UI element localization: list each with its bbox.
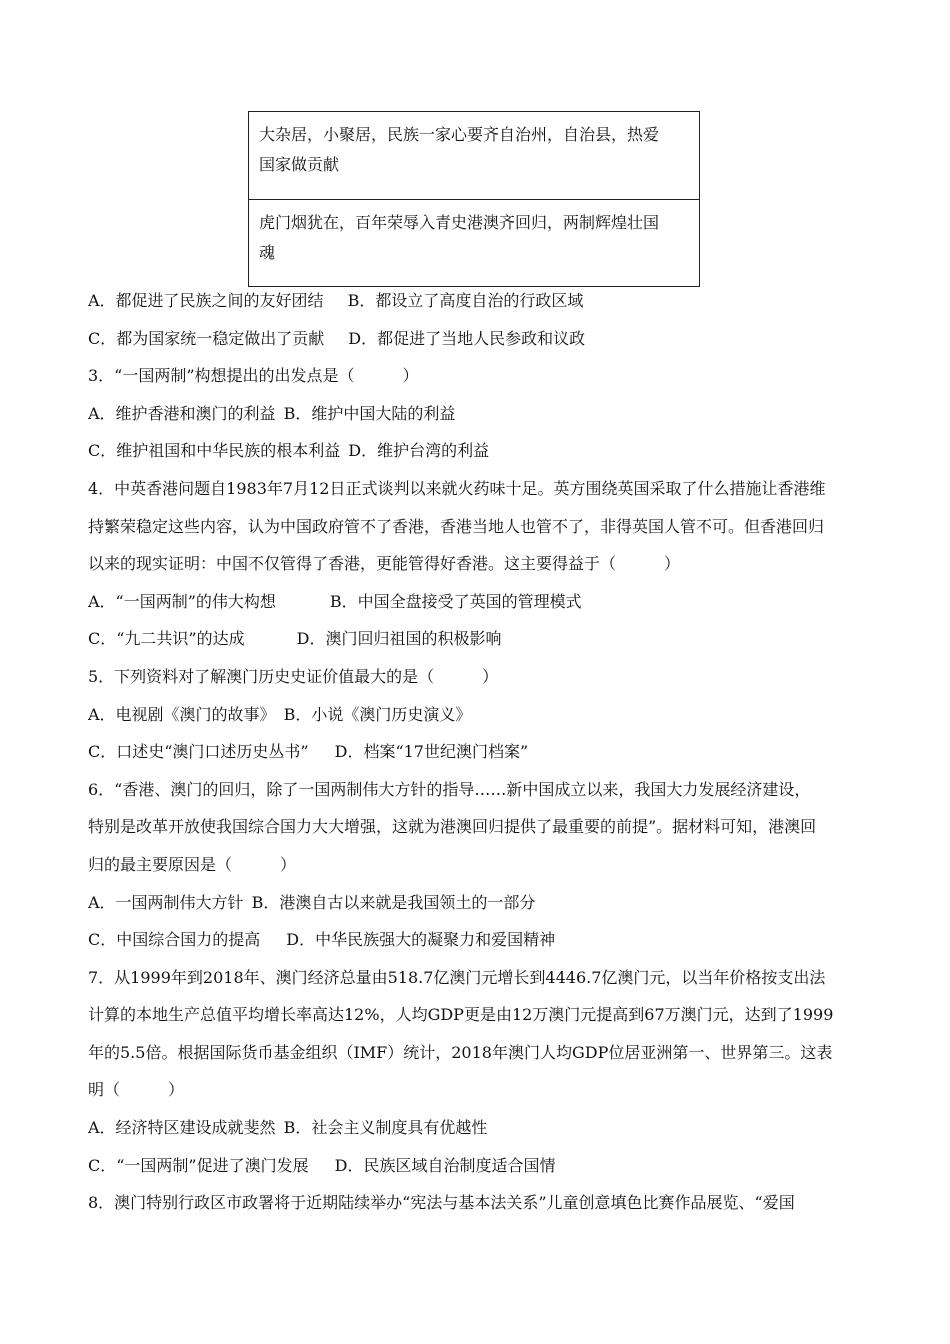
q5-option-c[interactable]: C．口述史“澳门口述历史丛书”: [88, 742, 309, 762]
q3-options-row-2: [88, 432, 868, 470]
q3-option-d[interactable]: D．维护台湾的利益: [348, 441, 490, 461]
q5-option-b[interactable]: B．小说《澳门历史演义》: [283, 704, 472, 724]
q3-stem: 3．“一国两制”构想提出的出发点是（ ）: [88, 366, 419, 386]
verse-table: [248, 111, 700, 287]
q4-option-b[interactable]: B．中国全盘接受了英国的管理模式: [329, 591, 582, 611]
q7-stem-line-3: 年的5.5倍。根据国际货币基金组织（IMF）统计，2018年澳门人均GDP位居亚洲第一、世界第三。这表: [88, 1042, 833, 1062]
q6-option-a[interactable]: A．一国两制伟大方针: [88, 892, 244, 912]
q4-options-row-2: [88, 620, 868, 658]
q7-stem-line-1: 7．从1999年到2018年、澳门经济总量由518.7亿澳门元增长到4446.7亿澳门元，以当年价格按支出法: [88, 967, 826, 987]
q2-option-d[interactable]: D．都促进了当地人民参政和议政: [348, 328, 586, 348]
q4-stem-line-3: 以来的现实证明：中国不仅管得了香港，更能管得好香港。这主要得益于（ ）: [88, 554, 681, 574]
q5-option-a[interactable]: A．电视剧《澳门的故事》: [88, 704, 276, 724]
verse-row-2-line-2: 魂: [259, 243, 276, 262]
q4-option-d[interactable]: D．澳门回归祖国的积极影响: [296, 629, 502, 649]
q7-option-a[interactable]: A．经济特区建设成就斐然: [88, 1118, 276, 1138]
q3-option-b[interactable]: B．维护中国大陆的利益: [283, 403, 456, 423]
q4-stem-line-1: 4．中英香港问题自1983年7月12日正式谈判以来就火药味十足。英方围绕英国采取了什么措施让香港维: [88, 478, 826, 498]
q7-option-b[interactable]: B．社会主义制度具有优越性: [283, 1118, 488, 1138]
q5-stem: 5．下列资料对了解澳门历史史证价值最大的是（ ）: [88, 666, 499, 686]
q6-option-d[interactable]: D．中华民族强大的凝聚力和爱国精神: [286, 930, 556, 950]
q7-option-d[interactable]: D．民族区域自治制度适合国情: [334, 1155, 556, 1175]
q5-options-row-1: [88, 696, 868, 734]
question-list: [88, 282, 868, 1222]
verse-row-1-line-2: 国家做贡献: [259, 155, 340, 174]
q3-option-c[interactable]: C．维护祖国和中华民族的根本利益: [88, 441, 341, 461]
q6-option-c[interactable]: C．中国综合国力的提高: [88, 930, 261, 950]
q7-option-c[interactable]: C．“一国两制”促进了澳门发展: [88, 1155, 309, 1175]
q4-options-row-1: [88, 583, 868, 621]
q4-option-c[interactable]: C．“九二共识”的达成: [88, 629, 245, 649]
verse-row-1-line-1: 大杂居，小聚居，民族一家心要齐自治州，自治县，热爱: [259, 125, 660, 144]
q6-options-row-2: [88, 921, 868, 959]
q7-stem-line-4: 明（ ）: [88, 1080, 185, 1100]
verse-row-2-line-1: 虎门烟犹在，百年荣辱入青史港澳齐回归，两制辉煌壮国: [259, 213, 660, 232]
q7-stem-line-2: 计算的本地生产总值平均增长率高达12%，人均GDP更是由12万澳门元提高到67万澳门元，达到了1999: [88, 1005, 834, 1025]
q6-stem-line-3: 归的最主要原因是（ ）: [88, 854, 297, 874]
q5-option-d[interactable]: D．档案“17世纪澳门档案”: [334, 742, 529, 762]
q3-options-row-1: [88, 395, 868, 433]
q6-options-row-1: [88, 884, 868, 922]
q2-option-c[interactable]: C．都为国家统一稳定做出了贡献: [88, 328, 325, 348]
q3-option-a[interactable]: A．维护香港和澳门的利益: [88, 403, 276, 423]
q8-stem-line-1: 8．澳门特别行政区市政署将于近期陆续举办“宪法与基本法关系”儿童创意填色比赛作品展览、“爱国: [88, 1193, 795, 1213]
q2-option-a[interactable]: A．都促进了民族之间的友好团结: [88, 291, 324, 310]
q4-option-a[interactable]: A．“一国两制”的伟大构想: [88, 591, 276, 611]
q5-options-row-2: [88, 733, 868, 771]
verse-row-1: [249, 112, 699, 199]
q7-options-row-1: [88, 1109, 868, 1147]
q4-stem-line-2: 持繁荣稳定这些内容，认为中国政府管不了香港，香港当地人也管不了，非得英国人管不可。但香港回归: [88, 516, 825, 536]
verse-row-2: [249, 199, 699, 286]
q6-stem-line-2: 特别是改革开放使我国综合国力大大增强，这就为港澳回归提供了最重要的前提”。据材料可知，港澳回: [88, 817, 817, 837]
q2-option-b[interactable]: B．都设立了高度自治的行政区域: [347, 291, 584, 310]
q7-options-row-2: [88, 1147, 868, 1185]
q2-options-row-2: [88, 320, 868, 358]
q6-option-b[interactable]: B．港澳自古以来就是我国领土的一部分: [251, 892, 536, 912]
q2-options-row-1: [88, 282, 868, 320]
q6-stem-line-1: 6．“香港、澳门的回归，除了一国两制伟大方针的指导……新中国成立以来，我国大力发展经济建设，: [88, 779, 811, 799]
